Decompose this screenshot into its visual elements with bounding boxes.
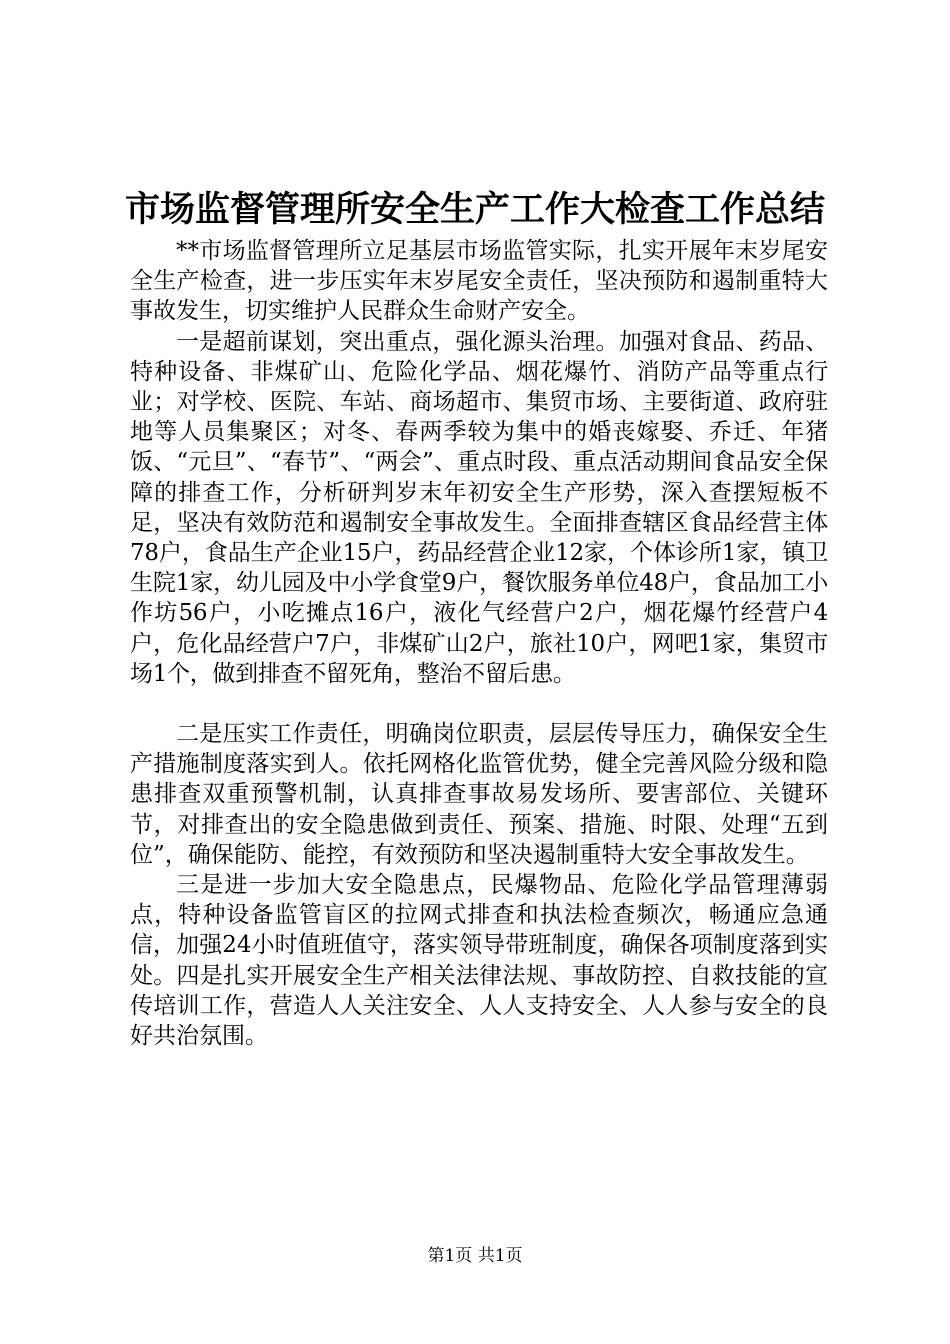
- paragraph-point-two: 二是压实工作责任，明确岗位职责，层层传导压力，确保安全生产措施制度落实到人。依托网格化监管优势，健全完善风险分级和隐患排查双重预警机制，认真排查事故易发场所、要害部位、关键环节，对排查出的安全隐患做到责任、预案、措施、时限、处理“五到位”，确保能防、能控，有效预防和坚决遏制重特大安全事故发生。: [130, 721, 828, 868]
- document-title: 市场监督管理所安全生产工作大检查工作总结: [124, 189, 825, 230]
- document-body: [130, 236, 828, 1051]
- paragraph-intro: **市场监督管理所立足基层市场监管实际，扎实开展年末岁尾安全生产检查，进一步压实年末岁尾安全责任，坚决预防和遏制重特大事故发生，切实维护人民群众生命财产安全。: [130, 238, 828, 325]
- page-number-footer: 第1页 共1页: [427, 1246, 523, 1266]
- paragraph-point-one: 一是超前谋划，突出重点，强化源头治理。加强对食品、药品、特种设备、非煤矿山、危险化学品、烟花爆竹、消防产品等重点行业；对学校、医院、车站、商场超市、集贸市场、主要街道、政府驻地等人员集聚区；对冬、春两季较为集中的婚丧嫁娶、乔迁、年猪饭、“元旦”、“春节”、“两会”、重点时段、重点活动期间食品安全保障的排查工作，分析研判岁末年初安全生产形势，深入查摆短板不足，坚决有效防范和遏制安全事故发生。全面排查辖区食品经营主体78户，食品生产企业15户，药品经营企业12家，个体诊所1家，镇卫生院1家，幼儿园及中小学食堂9户，餐饮服务单位48户，食品加工小作坊56户，小吃摊点16户，液化气经营户2户，烟花爆竹经营户4户，危化品经营户7户，非煤矿山2户，旅社10户，网吧1家，集贸市场1个，做到排查不留死角，整治不留后患。: [130, 328, 828, 687]
- paragraph-point-three-four: 三是进一步加大安全隐患点，民爆物品、危险化学品管理薄弱点，特种设备监管盲区的拉网式排查和执法检查频次，畅通应急通信，加强24小时值班值守，落实领导带班制度，确保各项制度落到实处。四是扎实开展安全生产相关法律法规、事故防控、自救技能的宣传培训工作，营造人人关注安全、人人支持安全、人人参与安全的良好共治氛围。: [130, 872, 828, 1050]
